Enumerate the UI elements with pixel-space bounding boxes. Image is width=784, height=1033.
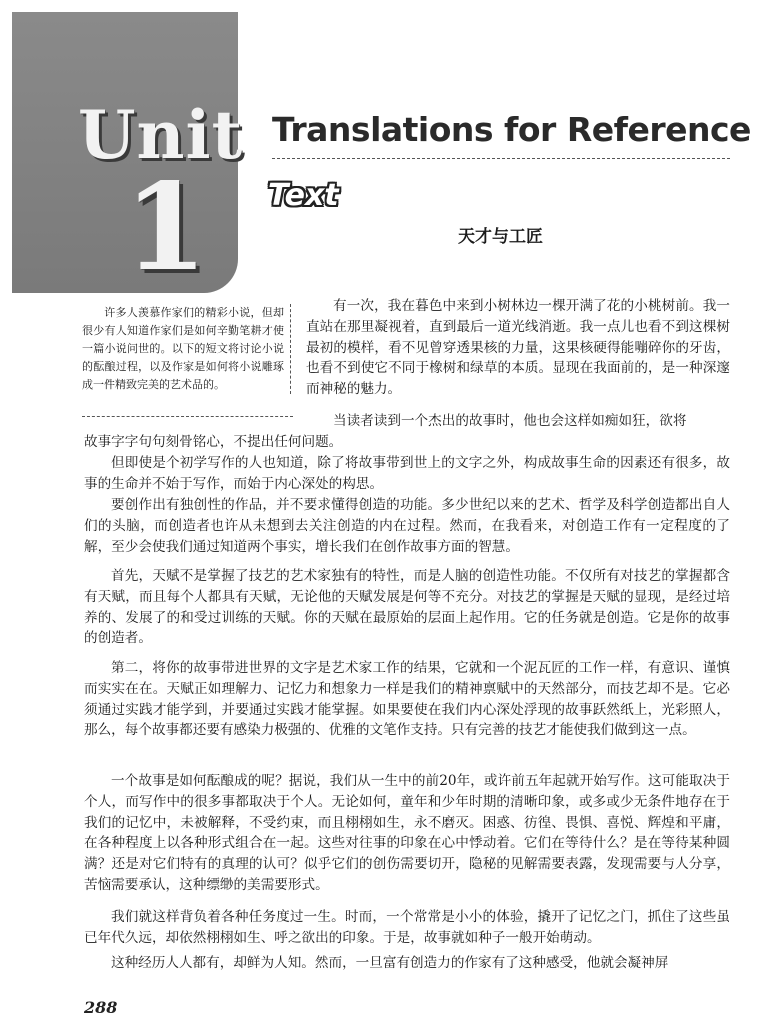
summary-box [82, 304, 291, 394]
paragraph-8: 我们就这样背负着各种任务度过一生。时而，一个常常是小小的体验，撬开了记忆之门，抓住了这些虽已年代久远，却依然栩栩如生、呼之欲出的印象。于是，故事就如种子一般开始萌动。 [84, 909, 730, 946]
unit-word: Unit [78, 96, 244, 174]
paragraph-2-end: 故事字字句句刻骨铭心，不提出任何问题。 [84, 434, 343, 450]
section-label-text: Text [268, 178, 339, 213]
unit-number: 1 [124, 157, 208, 298]
paragraph-9: 这种经历人人都有，却鲜为人知。然而，一旦富有创造力的作家有了这种感受，他就会凝神屏 [111, 955, 669, 971]
paragraph-2-start: 当读者读到一个杰出的故事时，他也会这样如痴如狂，欲将 [333, 413, 687, 429]
page-number: 288 [84, 998, 118, 1017]
summary-text: 许多人羡慕作家们的精彩小说，但却很少有人知道作家们是如何辛勤笔耕才使一篇小说问世的。以下的短文将讨论小说的酝酿过程，以及作家是如何将小说雕琢成一件精致完美的艺术品的。 [82, 306, 284, 391]
paragraph-6: 第二，将你的故事带进世界的文字是艺术家工作的结果，它就和一个泥瓦匠的工作一样，有意识、谨慎而实实在在。天赋正如理解力、记忆力和想象力一样是我们的精神禀赋中的天然部分，而技艺却不是。它必须通过实践才能学到，并要通过实践才能掌握。如果要使在我们内心深处浮现的故事跃然纸上，光彩照人，那么，每个故事都还要有感染力极强的、优雅的文笔作支持。只有完善的技艺才能使我们做到这一点。 [84, 660, 730, 739]
unit-banner [12, 12, 244, 298]
paragraph-4: 要创作出有独创性的作品，并不要求懂得创造的功能。多少世纪以来的艺术、哲学及科学创造都出自人们的头脑，而创造者也许从未想到去关注创造的内在过程。然而，在我看来，对创造工作有一定程度的了解，至少会使我们通过知道两个事实，增长我们在创作故事方面的智慧。 [84, 497, 730, 555]
paragraph-3: 但即使是个初学写作的人也知道，除了将故事带到世上的文字之外，构成故事生命的因素还有很多，故事的生命并不始于写作，而始于内心深处的构思。 [84, 455, 730, 492]
paragraph-1: 有一次，我在暮色中来到小树林边一棵开满了花的小桃树前。我一直站在那里凝视着，直到最后一道光线消逝。我一点儿也看不到这棵树最初的模样，看不见曾穿透果核的力量，这果核硬得能嘣碎你的牙齿，也看不到使它不同于橡树和绿草的本质。显现在我面前的，是一种深邃而神秘的魅力。 [306, 298, 730, 398]
article-title: 天才与工匠 [458, 227, 543, 247]
summary-box-bottom-border [82, 416, 293, 417]
paragraph-7: 一个故事是如何酝酿成的呢？据说，我们从一生中的前20年，或许前五年起就开始写作。这可能取决于个人，而写作中的很多事都取决于个人。无论如何，童年和少年时期的清晰印象，或多或少无条件地存在于我们的记忆中，未被解释，不受约束，而且栩栩如生，永不磨灭。困惑、彷徨、畏惧、喜悦、辉煌和平庸，在各种程度上以各种形式组合在一起。这些对往事的印象在心中悸动着。它们在等待什么？是在等待某种圆满？还是对它们特有的真理的认可？似乎它们的创伤需要切开，隐秘的见解需要表露，发现需要与人分享，苦恼需要承认，这种缥缈的美需要形式。 [84, 773, 730, 893]
paragraph-5: 首先，天赋不是掌握了技艺的艺术家独有的特性，而是人脑的创造性功能。不仅所有对技艺的掌握都含有天赋，而且每个人都具有天赋，无论他的天赋发展是何等不充分。对技艺的掌握是天赋的显现，是经过培养的、发展了的和受过训练的天赋。你的天赋在最原始的层面上起作用。它的任务就是创造。它是你的故事的创造者。 [84, 568, 730, 647]
heading-divider [272, 158, 730, 159]
page-title: Translations for Reference [272, 110, 751, 149]
